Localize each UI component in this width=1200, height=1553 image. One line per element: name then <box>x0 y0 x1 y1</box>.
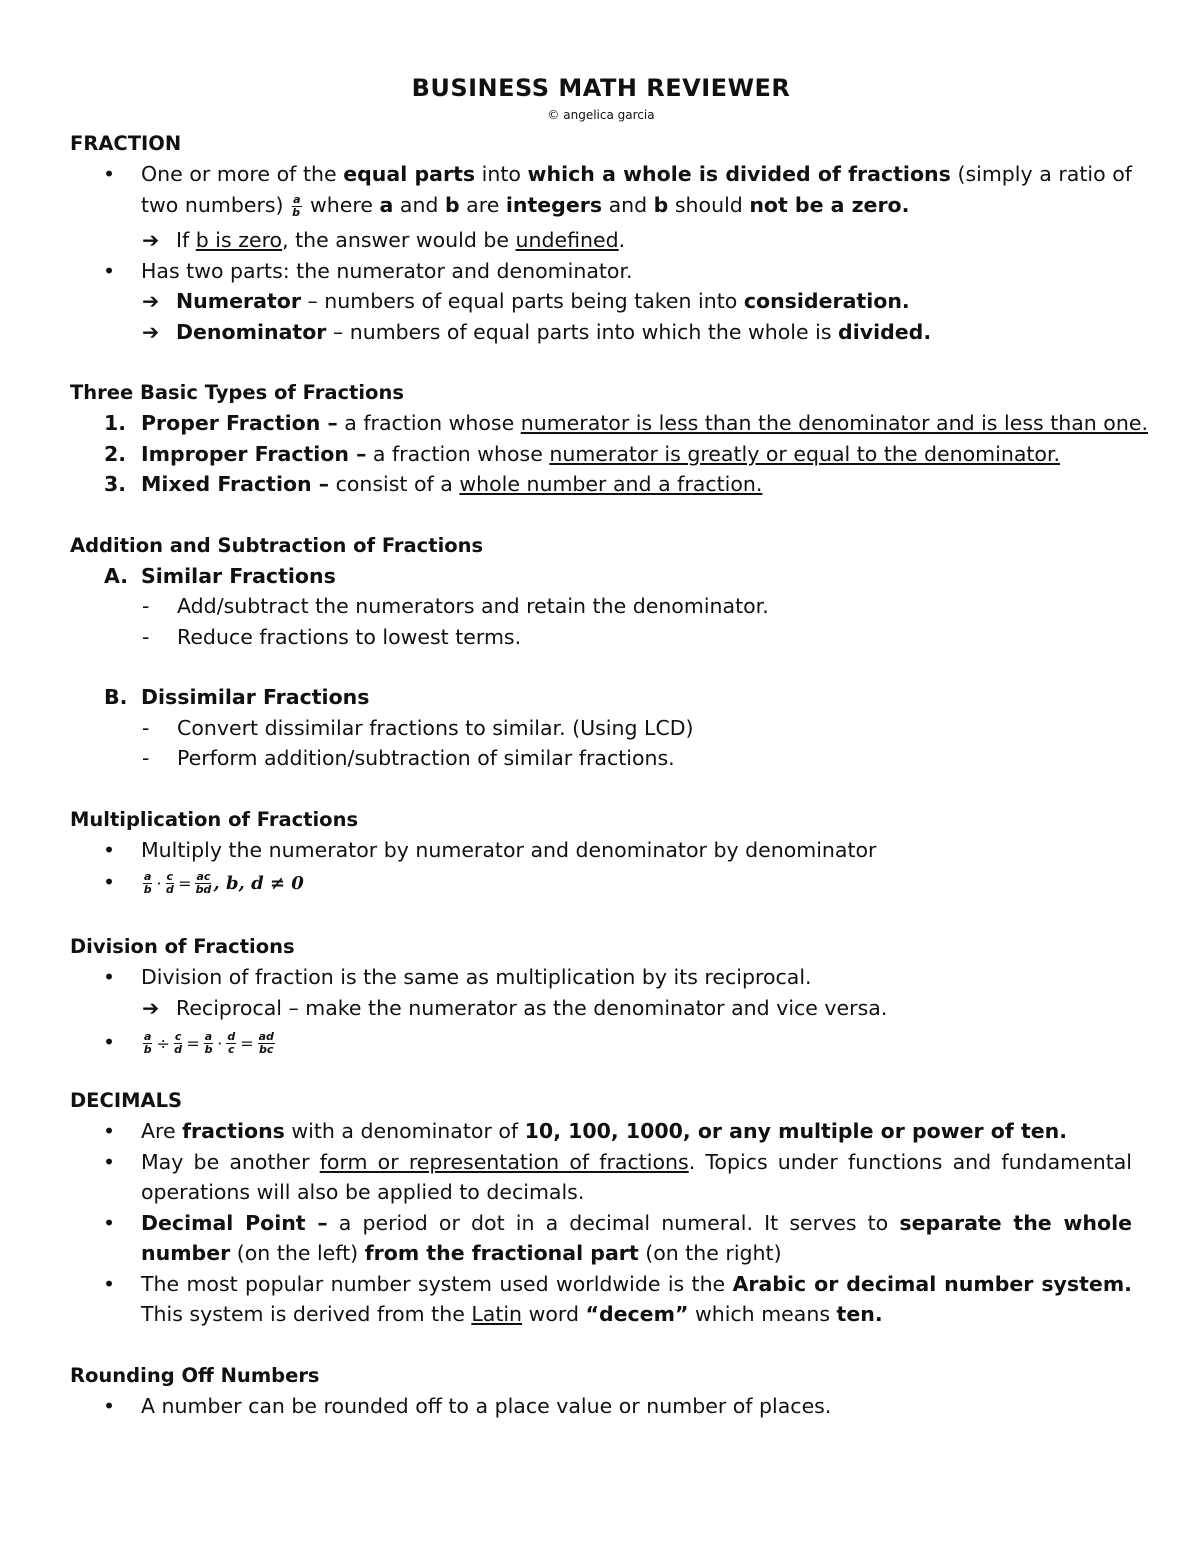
list-item: 2. Improper Fraction – a fraction whose numerator is greatly or equal to the denominator. <box>104 441 1061 466</box>
list-item: ➔ Numerator – numbers of equal parts being taken into consideration. <box>70 286 1132 317</box>
list-item: ➔ Denominator – numbers of equal parts into which the whole is divided. <box>70 317 1132 348</box>
list-item: - Add/subtract the numerators and retain the denominator. <box>142 594 769 618</box>
section-heading-addsub: Addition and Subtraction of Fractions <box>70 533 484 557</box>
multiplication-formula: • $\frac{a}{b}$ · $\frac{c}{d}$ = $\frac{ac}{bd}$ , b, d ≠ 0 <box>70 865 1132 899</box>
list-item: • Multiply the numerator by numerator and denominator by denominator <box>70 835 1132 866</box>
list-item: • One or more of the equal parts into which a whole is divided of fractions (simply a ratio of two numbers) $\frac{a}{b}$ where a and b are integers and b should not be a zero. <box>70 159 1132 221</box>
list-item: - Reduce fractions to lowest terms. <box>142 624 522 649</box>
list-item: ➔ If b is zero, the answer would be undefined. <box>70 225 1132 256</box>
list-item: • Has two parts: the numerator and denominator. <box>70 256 1132 287</box>
section-heading-rounding: Rounding Off Numbers <box>70 1363 320 1387</box>
arrow-icon: ➔ <box>142 319 160 344</box>
section-heading-fraction: FRACTION <box>70 132 182 155</box>
division-formula: • $\frac{a}{b}$ ÷ $\frac{c}{d}$ = $\frac{a}{b}$ · $\frac{d}{c}$ = $\frac{ad}{bc}$ <box>70 1023 1132 1061</box>
list-item: - Perform addition/subtraction of similar fractions. <box>142 746 675 770</box>
arrow-icon: ➔ <box>142 228 160 252</box>
list-item: ➔ Reciprocal – make the numerator as the denominator and vice versa. <box>70 993 1132 1024</box>
list-item: 1. Proper Fraction – a fraction whose numerator is less than the denominator and is less than one. <box>104 411 1148 435</box>
arrow-icon: ➔ <box>142 289 160 313</box>
author-credit: © angelica garcia <box>547 108 655 122</box>
document-page <box>70 70 1148 1421</box>
list-item: • Division of fraction is the same as multiplication by its reciprocal. <box>70 962 1132 993</box>
section-heading-multiplication: Multiplication of Fractions <box>70 807 359 831</box>
arrow-icon: ➔ <box>142 995 160 1020</box>
list-item: 3. Mixed Fraction – consist of a whole number and a fraction. <box>104 472 763 496</box>
subsection-title: A. Similar Fractions <box>104 563 336 588</box>
subsection-title: B. Dissimilar Fractions <box>104 685 370 709</box>
list-item: • Decimal Point – a period or dot in a decimal numeral. It serves to separate the whole number (on the left) from the fractional part (on the right) <box>70 1208 1132 1269</box>
list-item: - Convert dissimilar fractions to similar. (Using LCD) <box>142 715 694 740</box>
list-item: • The most popular number system used worldwide is the Arabic or decimal number system. This system is derived from the Latin word “decem” which means ten. <box>70 1269 1132 1330</box>
section-heading-types: Three Basic Types of Fractions <box>70 381 404 404</box>
section-heading-decimals: DECIMALS <box>70 1089 183 1112</box>
list-item: • A number can be rounded off to a place value or number of places. <box>70 1391 1132 1422</box>
list-item: • May be another form or representation of fractions. Topics under functions and fundamental operations will also be applied to decimals. <box>70 1147 1132 1208</box>
document-title: BUSINESS MATH REVIEWER <box>411 74 791 102</box>
section-heading-division: Division of Fractions <box>70 935 295 958</box>
list-item: • Are fractions with a denominator of 10, 100, 1000, or any multiple or power of ten. <box>70 1116 1132 1147</box>
fraction-a-over-b: $\frac{a}{b}$ <box>292 192 301 219</box>
